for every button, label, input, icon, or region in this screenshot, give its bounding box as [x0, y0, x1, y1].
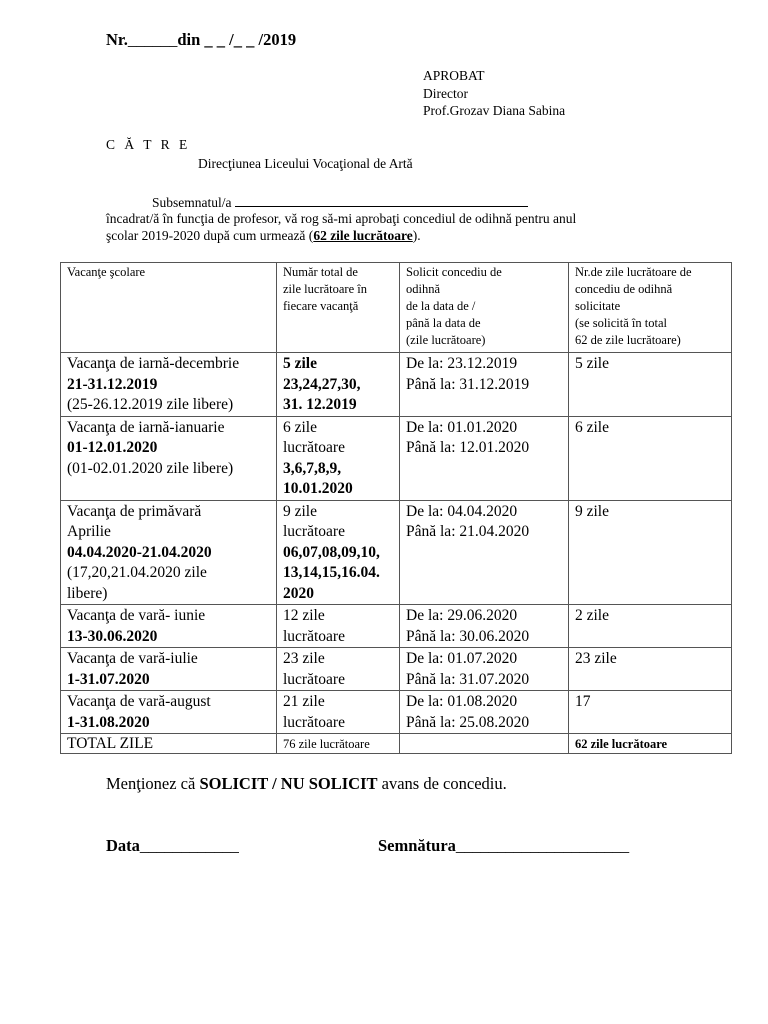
vacation-cell: Vacanţa de vară-august 1-31.08.2020: [61, 691, 277, 734]
table-header-row: [61, 263, 732, 353]
vacation-cell: Vacanţa de vară- iunie 13-30.06.2020: [61, 605, 277, 648]
advance-options: SOLICIT / NU SOLICIT: [199, 774, 378, 793]
requested-days-cell: 2 zile: [569, 605, 732, 648]
table-row: [61, 353, 732, 417]
approval-block: [423, 67, 565, 120]
header-requested-period: Solicit concediu de odihnă de la data de / până la data de (zile lucrătoare): [400, 263, 569, 353]
date-blank: _ _ /_ _ /2019: [200, 30, 297, 49]
period-cell: De la: 23.12.2019 Până la: 31.12.2019: [400, 353, 569, 417]
addressee-label: C Ă T R E: [106, 137, 191, 152]
request-paragraph: [106, 210, 576, 244]
leave-table: [60, 262, 732, 754]
total-empty-cell: [400, 734, 569, 754]
requested-days-cell: 17: [569, 691, 732, 734]
header-vacations: Vacanţe şcolare: [61, 263, 277, 353]
subsemnatul-line: [152, 193, 528, 211]
vacation-cell: Vacanţa de iarnă-decembrie 21-31.12.2019 (25-26.12.2019 zile libere): [61, 353, 277, 417]
period-cell: De la: 01.01.2020 Până la: 12.01.2020: [400, 416, 569, 500]
signature-label: Semnătura: [378, 836, 456, 855]
request-line-1: încadrat/ă în funcţia de profesor, vă rog să-mi aprobaţi concediul de odihnă pentru anul: [106, 211, 577, 226]
table-row: [61, 500, 732, 605]
table-row: [61, 691, 732, 734]
table-row: [61, 605, 732, 648]
vacation-cell: Vacanţa de iarnă-ianuarie 01-12.01.2020 (01-02.01.2020 zile libere): [61, 416, 277, 500]
signature-blank-line[interactable]: _____________________: [455, 836, 630, 855]
document-number-line: [106, 30, 296, 50]
request-total-days: 62 zile lucrătoare: [313, 228, 413, 243]
nr-blank: ______: [127, 30, 178, 49]
requested-days-cell: 9 zile: [569, 500, 732, 605]
header-requested-days: Nr.de zile lucrătoare de concediu de odihnă solicitate (se solicită în total 62 de zile lucrătoare): [569, 263, 732, 353]
approval-title: APROBAT: [423, 68, 485, 83]
approval-role: Director: [423, 85, 468, 101]
requested-days-cell: 6 zile: [569, 416, 732, 500]
date-label: Data: [106, 836, 140, 855]
total-label-cell: TOTAL ZILE: [61, 734, 277, 754]
vacation-cell: Vacanţa de primăvară Aprilie 04.04.2020-21.04.2020 (17,20,21.04.2020 zile libere): [61, 500, 277, 605]
period-cell: De la: 04.04.2020 Până la: 21.04.2020: [400, 500, 569, 605]
requested-days-cell: 5 zile: [569, 353, 732, 417]
total-days-cell: 12 zile lucrătoare: [277, 605, 400, 648]
table-total-row: [61, 734, 732, 754]
total-requested-cell: 62 zile lucrătoare: [569, 734, 732, 754]
requested-days-cell: 23 zile: [569, 648, 732, 691]
vacation-cell: Vacanţa de vară-iulie 1-31.07.2020: [61, 648, 277, 691]
period-cell: De la: 01.07.2020 Până la: 31.07.2020: [400, 648, 569, 691]
total-days-cell: 23 zile lucrătoare: [277, 648, 400, 691]
total-days-cell: 5 zile 23,24,27,30, 31. 12.2019: [277, 353, 400, 417]
table-row: [61, 648, 732, 691]
addressee-name: Direcţiunea Liceului Vocaţional de Artă: [198, 156, 413, 171]
total-days-cell: 21 zile lucrătoare: [277, 691, 400, 734]
din-label: din: [177, 30, 201, 49]
total-days-cell: 6 zile lucrătoare 3,6,7,8,9, 10.01.2020: [277, 416, 400, 500]
header-total-days: Număr total de zile lucrătoare în fiecare vacanţă: [277, 263, 400, 353]
period-cell: De la: 29.06.2020 Până la: 30.06.2020: [400, 605, 569, 648]
nr-label: Nr.: [106, 30, 128, 49]
table-row: [61, 416, 732, 500]
total-days-sum-cell: 76 zile lucrătoare: [277, 734, 400, 754]
advance-mention: Menţionez că SOLICIT / NU SOLICIT avans de concediu.: [106, 774, 507, 793]
total-days-cell: 9 zile lucrătoare 06,07,08,09,10, 13,14,15,16.04. 2020: [277, 500, 400, 605]
subsemnatul-label: Subsemnatul/a: [152, 195, 232, 210]
approval-name: Prof.Grozav Diana Sabina: [423, 103, 566, 118]
period-cell: De la: 01.08.2020 Până la: 25.08.2020: [400, 691, 569, 734]
signature-field[interactable]: [378, 836, 629, 856]
date-field[interactable]: [106, 836, 239, 856]
date-blank-line[interactable]: ____________: [139, 836, 239, 855]
name-blank-field[interactable]: [235, 193, 528, 207]
request-line-2: şcolar 2019-2020 după cum urmează (62 zile lucrătoare).: [106, 228, 421, 243]
